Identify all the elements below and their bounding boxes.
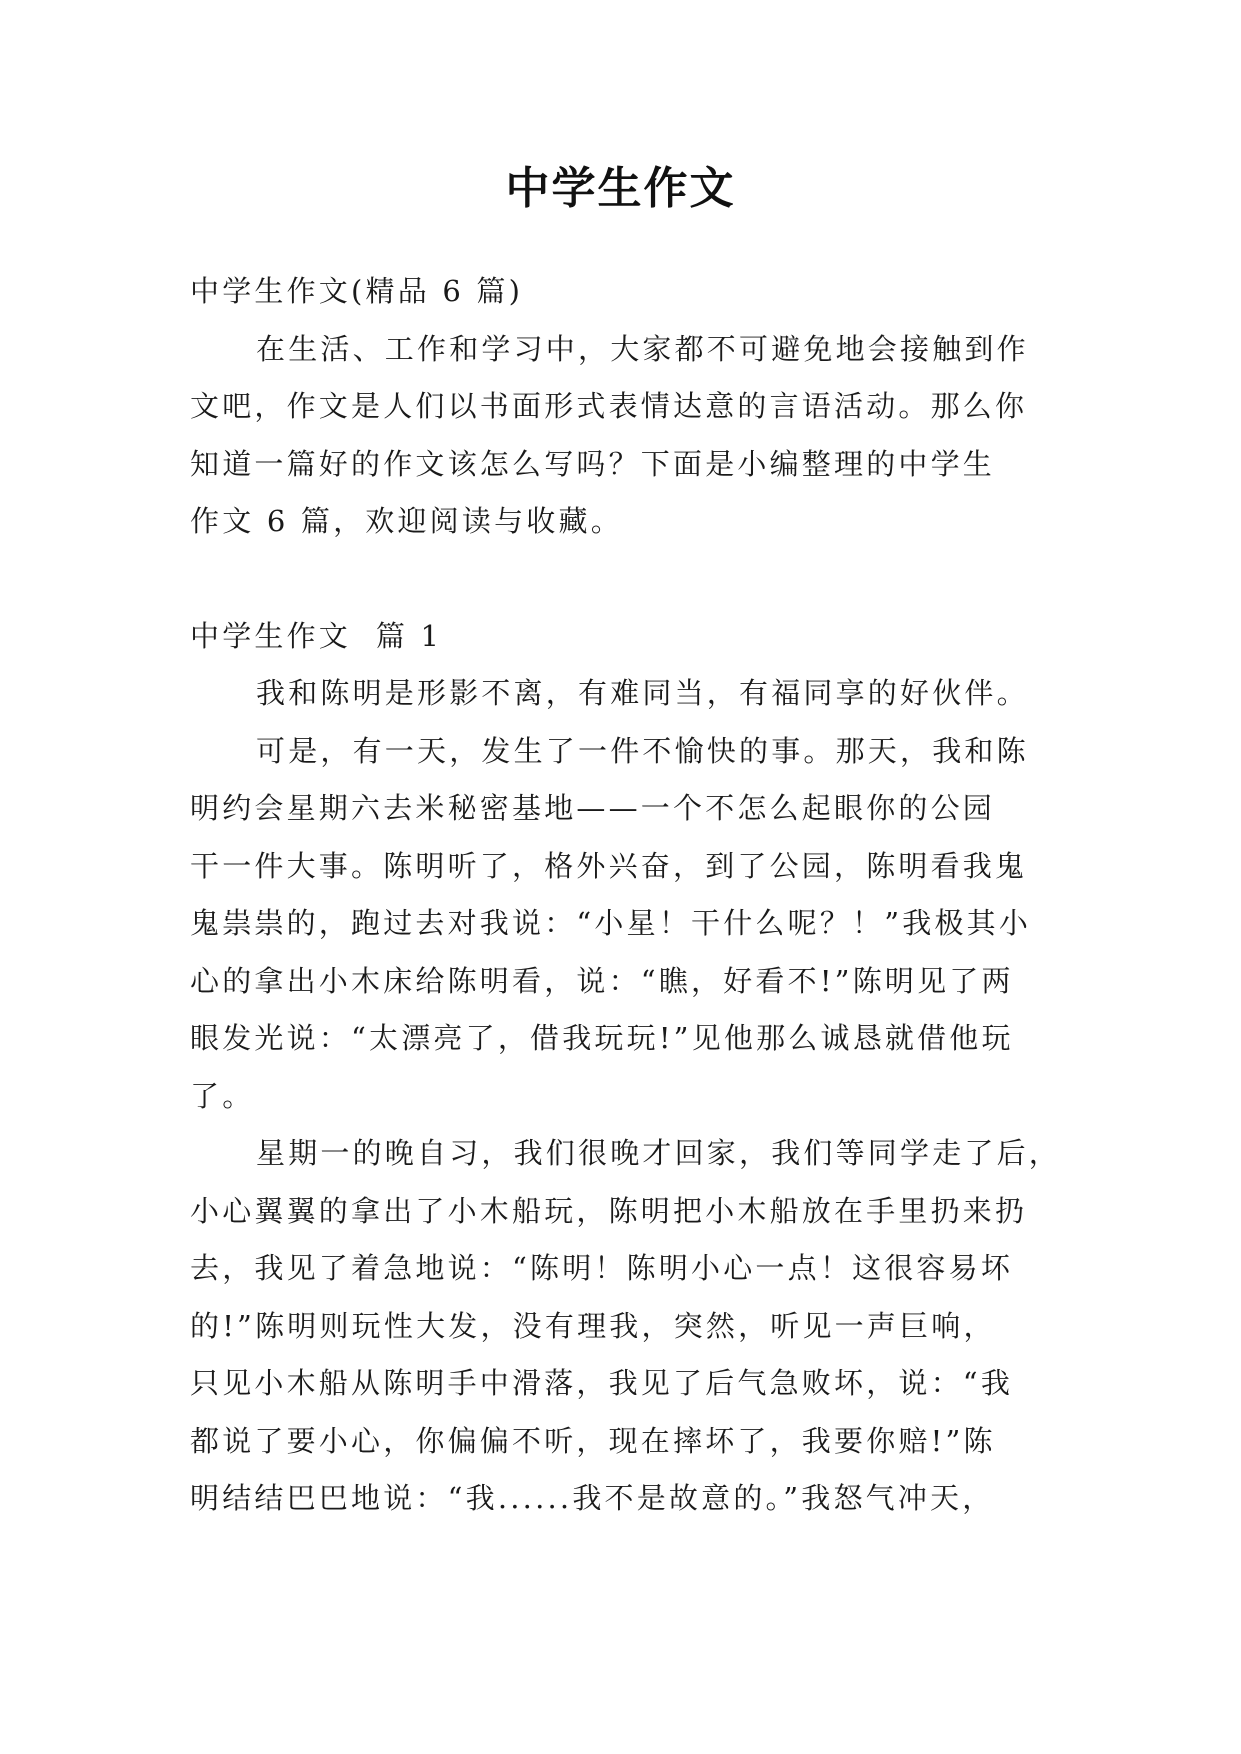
paragraph-line: 只见小木船从陈明手中滑落，我见了后气急败坏，说：“我 bbox=[190, 1366, 1014, 1400]
paragraph-line: 明约会星期六去米秘密基地——一个不怎么起眼你的公园 bbox=[190, 791, 996, 825]
paragraph-line: 可是，有一天，发生了一件不愉快的事。那天，我和陈 bbox=[256, 733, 1029, 768]
paragraph-line: 我和陈明是形影不离，有难同当，有福同享的好伙伴。 bbox=[256, 676, 1029, 710]
paragraph-line: 都说了要小心，你偏偏不听，现在摔坏了，我要你赔!”陈 bbox=[190, 1423, 996, 1458]
document-body bbox=[190, 263, 1070, 1528]
paragraph-line: 明结结巴巴地说：“我......我不是故意的。”我怒气冲天， bbox=[190, 1481, 995, 1515]
paragraph-line: 小心翼翼的拿出了小木船玩，陈明把小木船放在手里扔来扔 bbox=[190, 1193, 1028, 1228]
paragraph-line: 干一件大事。陈明听了，格外兴奋，到了公园，陈明看我鬼 bbox=[190, 848, 1028, 883]
paragraph-line: 星期一的晚自习，我们很晚才回家，我们等同学走了后， bbox=[256, 1136, 1062, 1170]
paragraph-line: 鬼祟祟的，跑过去对我说：“小星！干什么呢？！”我极其小 bbox=[190, 906, 1032, 940]
intro-line: 在生活、工作和学习中，大家都不可避免地会接触到作 bbox=[256, 331, 1029, 366]
paragraph-line: 去，我见了着急地说：“陈明！陈明小心一点！这很容易坏 bbox=[190, 1251, 1014, 1285]
section-heading: 中学生作文 篇 1 bbox=[190, 618, 443, 653]
paragraph-line: 心的拿出小木床给陈明看，说：“瞧，好看不!”陈明见了两 bbox=[190, 963, 1014, 998]
intro-line: 文吧，作文是人们以书面形式表情达意的言语活动。那么你 bbox=[190, 389, 1028, 423]
intro-line: 作文 6 篇，欢迎阅读与收藏。 bbox=[190, 504, 623, 538]
intro-line: 知道一篇好的作文该怎么写吗？下面是小编整理的中学生 bbox=[190, 446, 996, 481]
document-title: 中学生作文 bbox=[505, 163, 736, 214]
paragraph-line: 了。 bbox=[190, 1078, 255, 1113]
subtitle: 中学生作文(精品 6 篇) bbox=[190, 274, 524, 308]
section-spacer bbox=[190, 551, 1070, 608]
paragraph-line: 的!”陈明则玩性大发，没有理我，突然，听见一声巨响， bbox=[190, 1308, 996, 1343]
paragraph-line: 眼发光说：“太漂亮了，借我玩玩!”见他那么诚恳就借他玩 bbox=[190, 1021, 1014, 1055]
